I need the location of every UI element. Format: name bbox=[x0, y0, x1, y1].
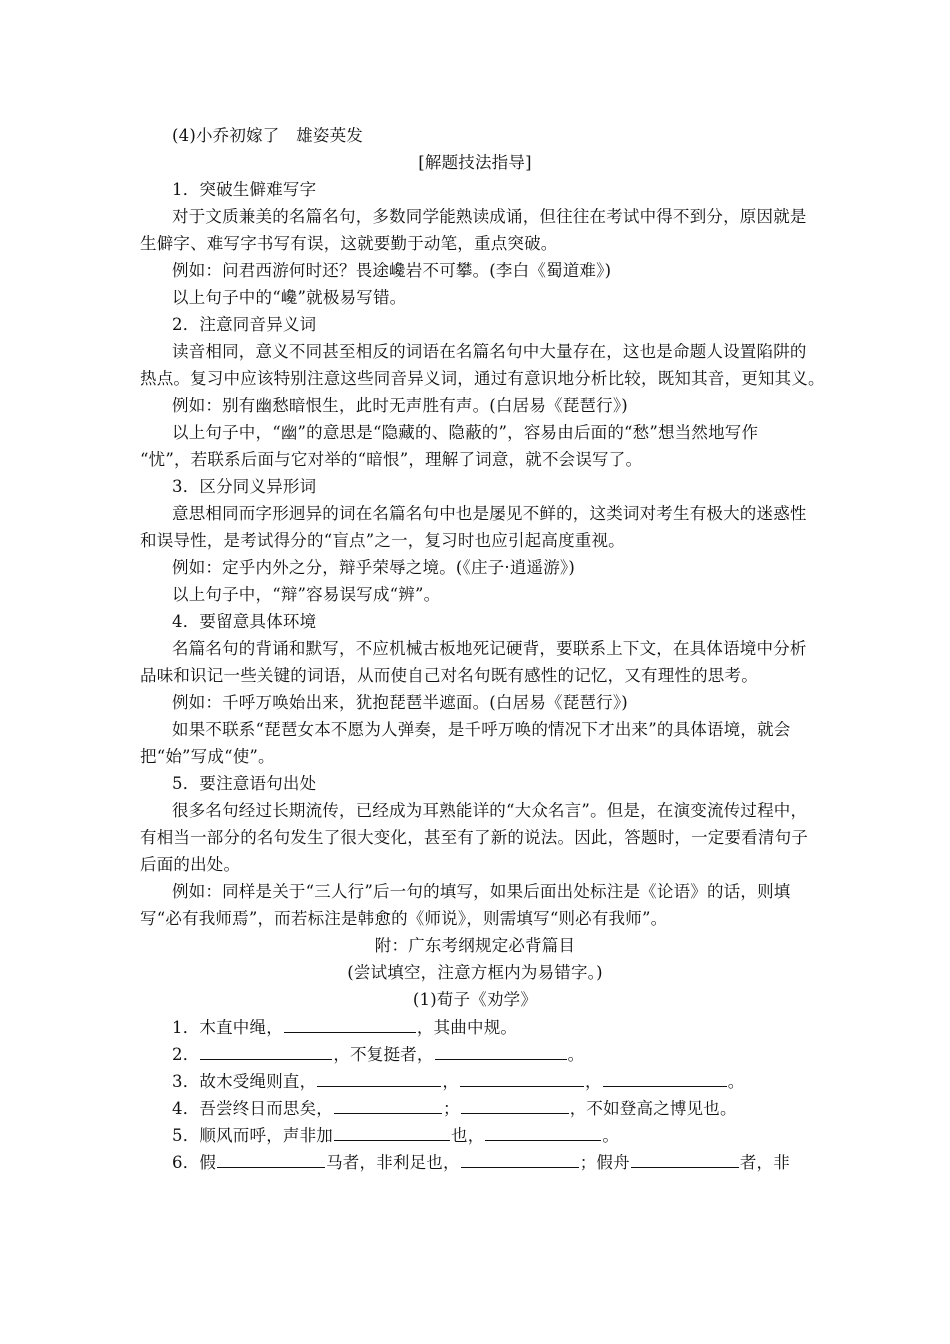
paragraph-line: 如果不联系“琵琶女本不愿为人弹奏，是千呼万唤的情况下才出来”的具体语境，就会 bbox=[172, 720, 791, 739]
tip-heading: 2．注意同音异义词 bbox=[172, 315, 317, 334]
paragraph-line: 以上句子中，“幽”的意思是“隐藏的、隐蔽的”，容易由后面的“愁”想当然地写作 bbox=[172, 423, 759, 442]
exercise-4: 4．吾尝终日而思矣， ； ，不如登高之博见也。 bbox=[172, 1099, 737, 1118]
answer-blank[interactable] bbox=[317, 1070, 441, 1087]
example-line: 例如：定乎内外之分，辩乎荣辱之境。(《庄子·逍遥游》) bbox=[172, 558, 576, 577]
exercise-1: 1．木直中绳， ，其曲中规。 bbox=[172, 1018, 518, 1037]
example-line: 例如：问君西游何时还？畏途巉岩不可攀。(李白《蜀道难》) bbox=[172, 261, 612, 280]
answer-blank[interactable] bbox=[603, 1070, 727, 1087]
tip-heading: 1．突破生僻难写字 bbox=[172, 180, 317, 199]
exercise-2: 2． ，不复挺者， 。 bbox=[172, 1045, 585, 1064]
paragraph-line: 意思相同而字形迥异的词在名篇名句中也是屡见不鲜的，这类词对考生有极大的迷惑性 bbox=[172, 504, 807, 523]
answer-blank[interactable] bbox=[334, 1097, 442, 1114]
paragraph-line: 以上句子中，“辩”容易误写成“辨”。 bbox=[172, 585, 441, 604]
example-line: 例如：同样是关于“三人行”后一句的填写，如果后面出处标注是《论语》的话，则填 bbox=[172, 882, 791, 901]
paragraph-line: “忧”，若联系后面与它对举的“暗恨”，理解了词意，就不会误写了。 bbox=[140, 450, 643, 469]
paragraph-line: 热点。复习中应该特别注意这些同音异义词，通过有意识地分析比较，既知其音，更知其义。 bbox=[140, 369, 825, 388]
appendix-heading: 附：广东考纲规定必背篇目 bbox=[374, 936, 576, 955]
section-heading: [解题技法指导] bbox=[418, 153, 532, 172]
exercise-3: 3．故木受绳则直， ， ， 。 bbox=[172, 1072, 745, 1091]
appendix-note: (尝试填空，注意方框内为易错字。) bbox=[347, 963, 603, 982]
example-line: 例如：千呼万唤始出来，犹抱琵琶半遮面。(白居易《琵琶行》) bbox=[172, 693, 628, 712]
exercise-6: 6．假 马者，非利足也， ；假舟 者，非 bbox=[172, 1153, 790, 1172]
paragraph-line: 名篇名句的背诵和默写，不应机械古板地死记硬背，要联系上下文，在具体语境中分析 bbox=[172, 639, 807, 658]
answer-blank[interactable] bbox=[631, 1151, 739, 1168]
tip-heading: 3．区分同义异形词 bbox=[172, 477, 317, 496]
answer-blank[interactable] bbox=[461, 1151, 579, 1168]
example-line: 例如：别有幽愁暗恨生，此时无声胜有声。(白居易《琵琶行》) bbox=[172, 396, 628, 415]
paragraph-line: 后面的出处。 bbox=[140, 855, 241, 874]
answer-blank[interactable] bbox=[485, 1124, 601, 1141]
paragraph-line: 读音相同，意义不同甚至相反的词语在名篇名句中大量存在，这也是命题人设置陷阱的 bbox=[172, 342, 807, 361]
answer-blank[interactable] bbox=[284, 1016, 416, 1033]
answer-blank[interactable] bbox=[217, 1151, 325, 1168]
exercise-5: 5．顺风而呼，声非加 也， 。 bbox=[172, 1126, 620, 1145]
paragraph-line: 把“始”写成“使”。 bbox=[140, 747, 275, 766]
text-title: (1)荀子《劝学》 bbox=[412, 990, 538, 1009]
answer-blank[interactable] bbox=[200, 1043, 332, 1060]
answer-blank[interactable] bbox=[334, 1124, 450, 1141]
paragraph-line: 写“必有我师焉”，而若标注是韩愈的《师说》，则需填写“则必有我师”。 bbox=[140, 909, 668, 928]
answer-line: (4)小乔初嫁了 雄姿英发 bbox=[172, 126, 363, 145]
answer-blank[interactable] bbox=[461, 1097, 569, 1114]
paragraph-line: 对于文质兼美的名篇名句，多数同学能熟读成诵，但往往在考试中得不到分，原因就是 bbox=[172, 207, 807, 226]
tip-heading: 5．要注意语句出处 bbox=[172, 774, 317, 793]
paragraph-line: 生僻字、难写字书写有误，这就要勤于动笔，重点突破。 bbox=[140, 234, 558, 253]
paragraph-line: 很多名句经过长期流传，已经成为耳熟能详的“大众名言”。但是，在演变流传过程中， bbox=[172, 801, 808, 820]
paragraph-line: 以上句子中的“巉”就极易写错。 bbox=[172, 288, 407, 307]
paragraph-line: 品味和识记一些关键的词语，从而使自己对名句既有感性的记忆，又有理性的思考。 bbox=[140, 666, 758, 685]
answer-blank[interactable] bbox=[435, 1043, 567, 1060]
paragraph-line: 和误导性，是考试得分的“盲点”之一，复习时也应引起高度重视。 bbox=[140, 531, 625, 550]
tip-heading: 4．要留意具体环境 bbox=[172, 612, 317, 631]
paragraph-line: 有相当一部分的名句发生了很大变化，甚至有了新的说法。因此，答题时，一定要看清句子 bbox=[140, 828, 808, 847]
answer-blank[interactable] bbox=[460, 1070, 584, 1087]
